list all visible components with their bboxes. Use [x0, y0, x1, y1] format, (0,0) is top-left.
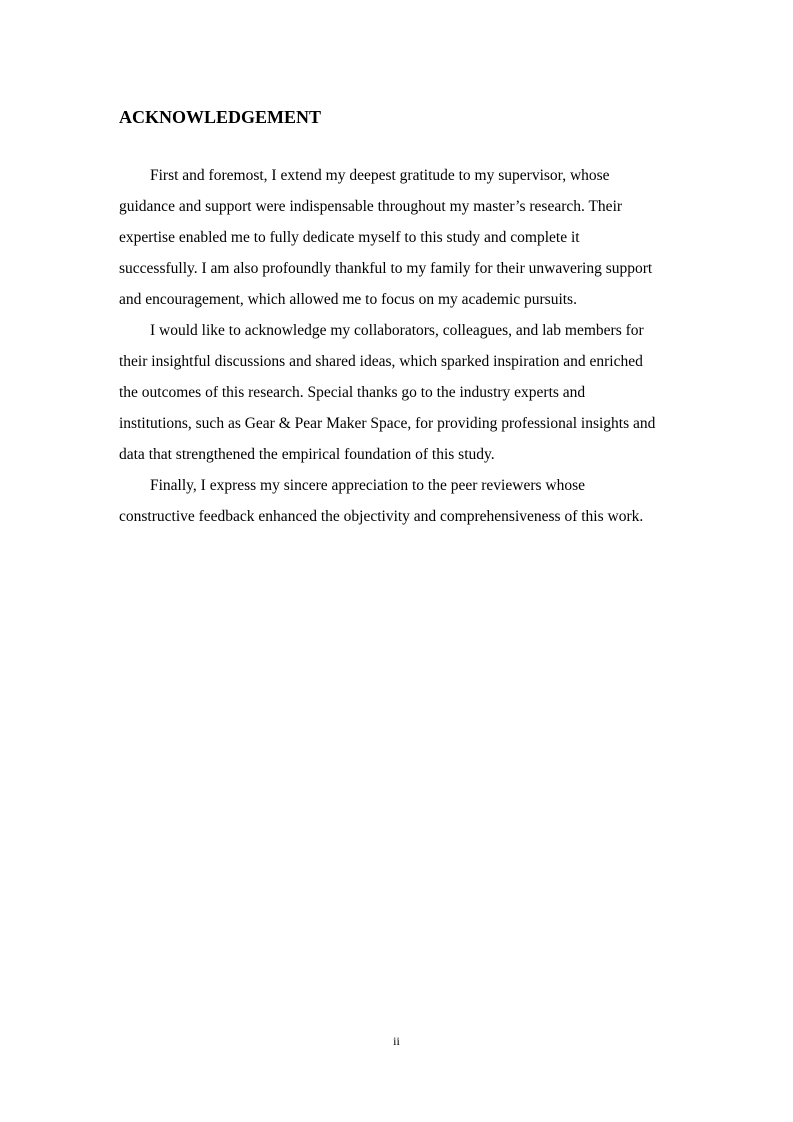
text-line: the outcomes of this research. Special thanks go to the industry experts and [119, 384, 586, 401]
paragraph-2 [119, 315, 679, 470]
paragraph-3 [119, 470, 679, 532]
text-line: First and foremost, I extend my deepest gratitude to my supervisor, whose [150, 167, 610, 184]
text-line: institutions, such as Gear & Pear Maker Space, for providing professional insights and [119, 415, 656, 432]
page-title: ACKNOWLEDGEMENT [119, 107, 322, 127]
text-line: and encouragement, which allowed me to focus on my academic pursuits. [119, 291, 577, 308]
text-line: guidance and support were indispensable throughout my master’s research. Their [119, 198, 623, 215]
text-line: Finally, I express my sincere appreciation to the peer reviewers whose [150, 477, 585, 494]
text-line: I would like to acknowledge my collaborators, colleagues, and lab members for [150, 322, 644, 339]
paragraph-1 [119, 160, 679, 315]
page-number: ii [393, 1034, 400, 1048]
acknowledgement-body [119, 160, 679, 532]
text-line: data that strengthened the empirical foundation of this study. [119, 446, 495, 463]
text-line: successfully. I am also profoundly thankful to my family for their unwavering support [119, 260, 653, 277]
text-line: their insightful discussions and shared ideas, which sparked inspiration and enriched [119, 353, 643, 370]
text-line: expertise enabled me to fully dedicate myself to this study and complete it [119, 229, 580, 246]
text-line: constructive feedback enhanced the objectivity and comprehensiveness of this work. [119, 508, 644, 525]
